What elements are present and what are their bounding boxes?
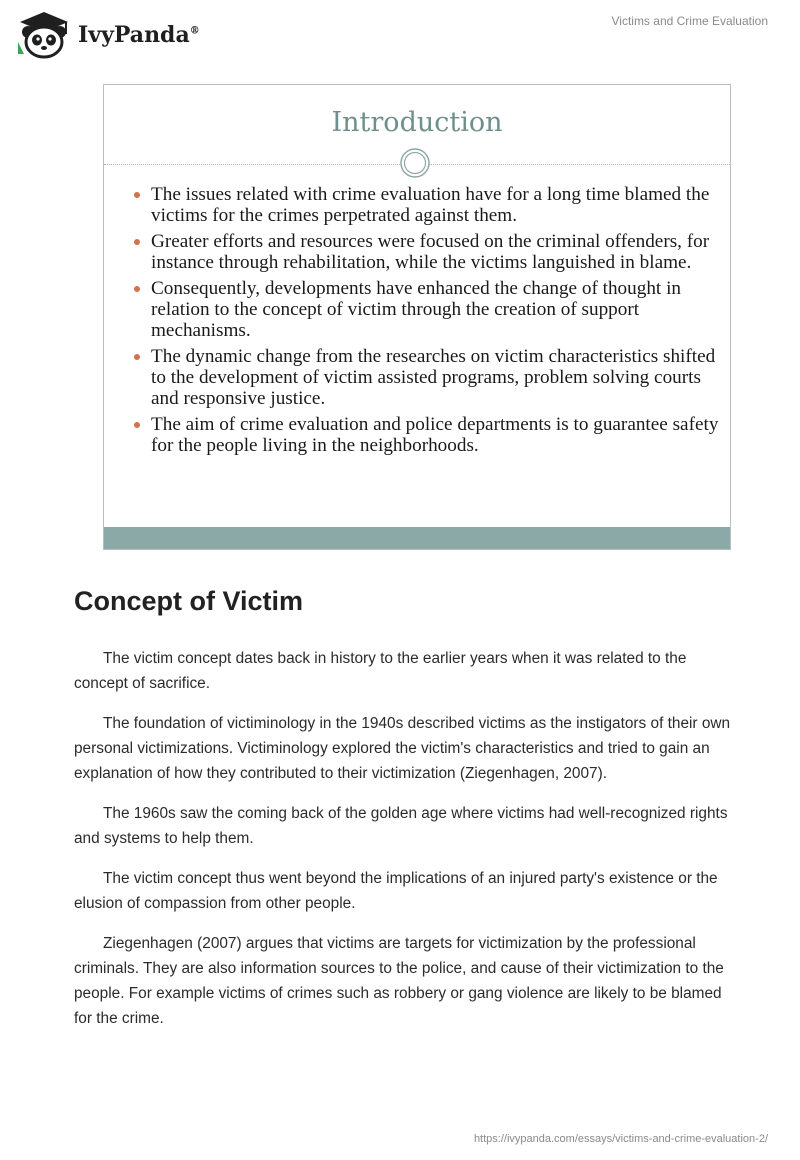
slide-bullet: The dynamic change from the researches on victim characteristics shifted to the development of victim assisted programs, problem solving courts and responsive justice. [132,346,722,409]
paragraph: The victim concept thus went beyond the implications of an injured party's existence or the elusion of compassion from other people. [74,870,718,912]
panda-graduate-icon [14,8,74,60]
source-url[interactable]: https://ivypanda.com/essays/victims-and-crime-evaluation-2/ [473,1133,768,1145]
slide-footer-bar [104,527,730,549]
section-heading: Concept of Victim [74,586,304,616]
article-body [74,646,734,1046]
document-title: Victims and Crime Evaluation [611,14,768,28]
bullet-icon [134,239,140,245]
slide-bullet: Consequently, developments have enhanced the change of thought in relation to the concept of victim through the creation of support mechanisms. [132,278,722,341]
paragraph: The foundation of victiminology in the 1940s described victims as the instigators of their own personal victimizations. Victiminology explored the victim's characteristics and tried to gain an explanation of how they contributed to their victimization (Ziegenhagen, 2007). [74,715,731,782]
ivypanda-logo[interactable] [14,8,200,60]
paragraph: Ziegenhagen (2007) argues that victims are targets for victimization by the professional criminals. They are also information sources to the police, and cause of their victimization to the people. For example victims of crimes such as robbery or gang violence are likely to be blamed for the crime. [74,935,724,1027]
bullet-icon [134,286,140,292]
paragraph: The victim concept dates back in history to the earlier years when it was related to the concept of sacrifice. [74,650,687,692]
slide-bullet: The aim of crime evaluation and police departments is to guarantee safety for the people living in the neighborhoods. [132,414,722,456]
bullet-icon [134,422,140,428]
slide-bullet: The issues related with crime evaluation have for a long time blamed the victims for the crimes perpetrated against them. [132,184,722,226]
slide-bullet: Greater efforts and resources were focused on the criminal offenders, for instance through rehabilitation, while the victims languished in blame. [132,231,722,273]
brand-name: IvyPanda® [78,22,200,48]
bullet-icon [134,192,140,198]
paragraph: The 1960s saw the coming back of the golden age where victims had well-recognized rights and systems to help them. [74,805,728,847]
page-header [0,0,800,66]
slide-bullet-list [132,184,722,461]
slide-image [103,84,731,550]
ring-ornament-icon [400,148,430,178]
bullet-icon [134,354,140,360]
slide-title: Introduction [331,107,503,138]
